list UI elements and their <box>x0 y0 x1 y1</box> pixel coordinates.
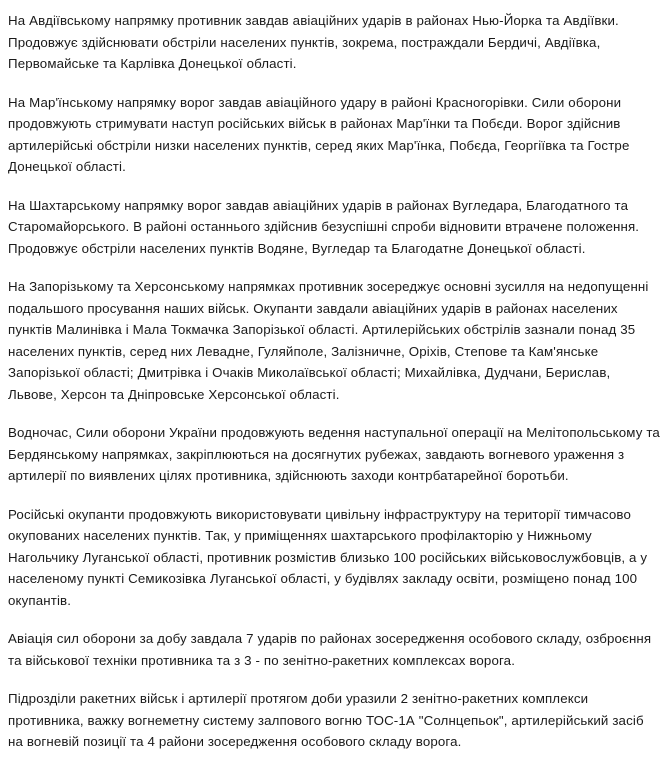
paragraph: Авіація сил оборони за добу завдала 7 ударів по районах зосередження особового складу, озброєння та військової техніки противника та з 3 - по зенітно-ракетних комплексах ворога. <box>8 631 652 668</box>
paragraph: На Авдіївському напрямку противник завдав авіаційних ударів в районах Нью-Йорка та Авдіївки. Продовжує здійснювати обстріли населених пунктів, зокрема, постраждали Бердичі, Авдіївка, Первомайське та Карлівка Донецької області. <box>8 13 619 71</box>
paragraph: Водночас, Сили оборони України продовжують ведення наступальної операції на Мелітопольському та Бердянському напрямках, закріплюються на досягнутих рубежах, завдають вогневого ураження з артилерії по виявлених цілях противника, здійснюють заходи контрбатарейної боротьби. <box>8 425 660 483</box>
paragraph: На Мар'їнському напрямку ворог завдав авіаційного удару в районі Красногорівки. Сили оборони продовжують стримувати наступ російських військ в районах Мар'їнки та Побєди. Ворог здійснив артилерійські обстріли низки населених пунктів, серед яких Мар'їнка, Побєда, Георгіївка та Гостре Донецької області. <box>8 94 630 174</box>
paragraph: Російські окупанти продовжують використовувати цивільну інфраструктуру на території тимчасово окупованих населених пунктів. Так, у приміщеннях шахтарського профілакторію у Нижньому Нагольчику Луганської області, противник розмістив близько 100 російських військовослужбовців, а у населеному пункті Семикозівка Луганської області, у будівлях закладу освіти, розміщено понад 100 окупантів. <box>8 506 648 608</box>
paragraph: Підрозділи ракетних військ і артилерії протягом доби уразили 2 зенітно-ракетних комплекси противника, важку вогнеметну систему залпового вогню ТОС-1А "Солнцепьок", артилерійський засіб на вогневій позиції та 4 райони зосередження особового складу ворога. <box>8 691 644 749</box>
paragraph: На Запорізькому та Херсонському напрямках противник зосереджує основні зусилля на недопущенні подальшого просування наших військ. Окупанти завдали авіаційних ударів в районах населених пунктів Малинівка і Мала Токмачка Запорізької області. Артилерійських обстрілів зазнали понад 35 населених пунктів, серед них Левадне, Гуляйполе, Залізничне, Оріхів, Степове та Кам'янське Запорізької області; Дмитрівка і Очаків Миколаївської області; Михайлівка, Дудчани, Берислав, Львове, Херсон та Дніпровське Херсонської області. <box>8 279 649 402</box>
paragraph: На Шахтарському напрямку ворог завдав авіаційних ударів в районах Вугледара, Благодатного та Старомайорського. В районі останнього здійснив безуспішні спроби відновити втрачене положення. Продовжує обстріли населених пунктів Водяне, Вугледар та Благодатне Донецької області. <box>8 197 640 256</box>
